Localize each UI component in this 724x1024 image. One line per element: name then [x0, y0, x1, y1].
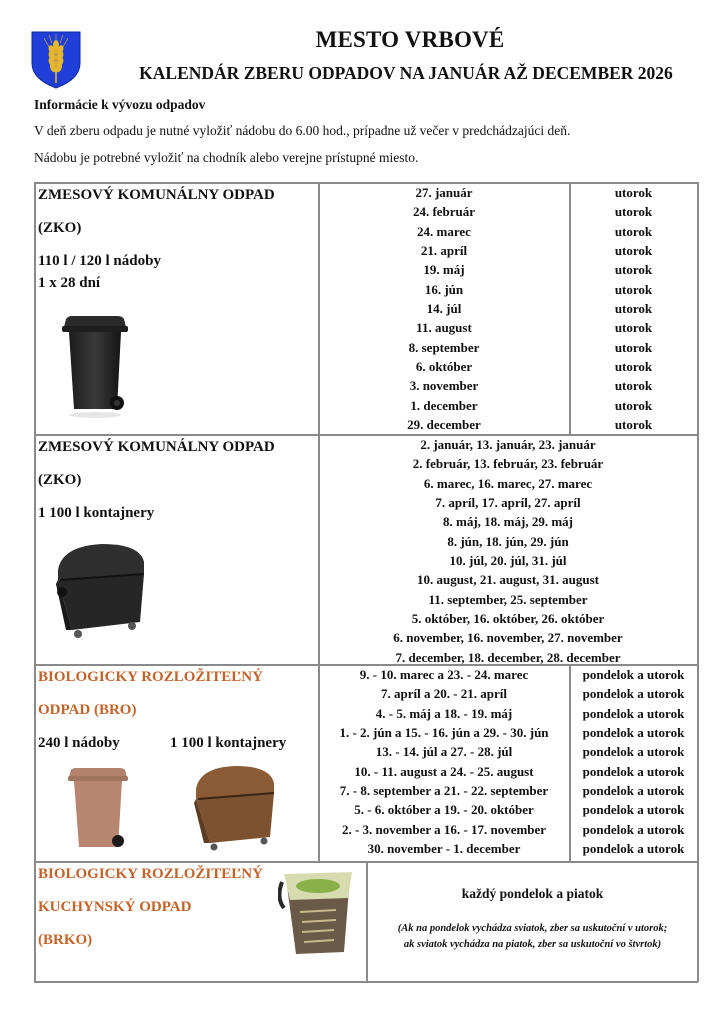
date-item: 13. - 14. júl a 27. - 28. júl — [375, 744, 513, 760]
day-item: utorok — [614, 262, 653, 278]
brko-note-line-2: ak sviatok vychádza na piatok, zber sa uskutoční vo štvrtok) — [403, 939, 662, 950]
date-item: 19. máj — [423, 262, 465, 278]
section-subtitle: KUCHYNSKÝ ODPAD — [38, 899, 192, 915]
day-item: utorok — [614, 243, 653, 259]
zko-container-dates — [319, 435, 697, 667]
brko-note-line-1: (Ak na pondelok vychádza sviatok, zber sa uskutoční v utorok; — [397, 923, 668, 934]
date-item: 21. apríl — [420, 243, 468, 259]
section-code: ODPAD (BRO) — [38, 702, 137, 718]
day-item: utorok — [614, 281, 653, 297]
date-item: 5. - 6. október a 19. - 20. október — [354, 802, 534, 818]
container-size: 1 100 l kontajnery — [38, 505, 155, 521]
page-title: MESTO VRBOVÉ — [315, 27, 505, 52]
date-item: 8. september — [408, 339, 480, 355]
brko-schedule-text: každý pondelok a piatok — [461, 886, 604, 901]
brown-1100l-container-icon — [192, 763, 278, 853]
date-item: 6. november, 16. november, 27. november — [393, 630, 623, 646]
date-item: 2. január, 13. január, 23. január — [420, 437, 596, 452]
info-line-2: Nádobu je potrebné vyložiť na chodník alebo verejne prístupné miesto. — [34, 150, 419, 165]
table-border-bottom — [34, 981, 698, 983]
table-border-left — [34, 182, 36, 982]
day-item: utorok — [614, 185, 653, 200]
date-item: 9. - 10. marec a 23. - 24. marec — [359, 667, 529, 682]
date-item: 8. jún, 18. jún, 29. jún — [447, 533, 569, 549]
section-title: ZMESOVÝ KOMUNÁLNY ODPAD — [38, 439, 275, 455]
date-item: 11. august — [416, 320, 472, 336]
zko-bin-days — [570, 183, 697, 434]
day-item: utorok — [614, 204, 653, 220]
section-code: (ZKO) — [38, 472, 82, 488]
date-item: 7. - 8. september a 21. - 22. september — [339, 783, 549, 799]
date-item: 6. október — [415, 359, 473, 375]
section-zko-containers — [38, 437, 318, 663]
brown-wheelie-bin-icon — [66, 767, 130, 853]
date-item: 24. marec — [417, 223, 471, 239]
bro-days — [570, 665, 697, 858]
section-code: (BRKO) — [38, 932, 93, 948]
section-title: ZMESOVÝ KOMUNÁLNY ODPAD — [38, 187, 275, 203]
date-item: 16. jún — [424, 281, 464, 297]
day-item: pondelok a utorok — [582, 783, 685, 799]
day-item: pondelok a utorok — [582, 744, 685, 760]
date-item: 2. - 3. november a 16. - 17. november — [341, 821, 547, 837]
day-item: pondelok a utorok — [582, 821, 685, 837]
day-item: pondelok a utorok — [582, 725, 685, 741]
date-item: 4. - 5. máj a 18. - 19. máj — [375, 705, 513, 721]
bro-dates — [319, 665, 569, 858]
date-item: 10. august, 21. august, 31. august — [416, 572, 600, 588]
day-item: pondelok a utorok — [582, 667, 685, 682]
container-size-1: 240 l nádoby — [38, 735, 120, 751]
date-item: 5. október, 16. október, 26. október — [411, 611, 605, 627]
date-item: 11. september, 25. september — [428, 591, 588, 607]
section-bro — [38, 667, 318, 860]
day-item: pondelok a utorok — [582, 763, 685, 779]
date-item: 7. apríl, 17. apríl, 27. apríl — [435, 495, 581, 511]
date-item: 30. november - 1. december — [367, 841, 521, 857]
black-1100l-container-icon — [52, 540, 152, 640]
date-item: 3. november — [409, 378, 479, 394]
table-border-right — [697, 182, 699, 982]
day-item: utorok — [614, 359, 653, 375]
info-line-1: V deň zberu odpadu je nutné vyložiť nádobu do 6.00 hod., prípadne už večer v predchádzajúci deň. — [34, 123, 571, 138]
day-item: pondelok a utorok — [582, 686, 685, 702]
section-title: BIOLOGICKY ROZLOŽITEĽNÝ — [38, 669, 263, 685]
day-item: pondelok a utorok — [582, 802, 685, 818]
day-item: utorok — [614, 378, 653, 394]
day-item: utorok — [614, 417, 653, 433]
section-title: BIOLOGICKY ROZLOŽITEĽNÝ — [38, 866, 263, 882]
day-item: utorok — [614, 320, 653, 336]
date-item: 10. - 11. august a 24. - 25. august — [354, 763, 534, 779]
day-item: utorok — [614, 301, 653, 317]
black-wheelie-bin-icon — [60, 315, 130, 421]
section-zko-bins — [38, 185, 318, 433]
date-item: 1. - 2. jún a 15. - 16. jún a 29. - 30. jún — [339, 725, 549, 741]
date-item: 27. január — [415, 185, 473, 200]
date-item: 6. marec, 16. marec, 27. marec — [423, 475, 593, 491]
date-item: 24. február — [412, 204, 476, 220]
section-code: (ZKO) — [38, 220, 82, 236]
date-item: 2. február, 13. február, 23. február — [412, 456, 604, 472]
collection-schedule-table — [34, 182, 698, 982]
container-size: 110 l / 120 l nádoby — [38, 253, 161, 269]
day-item: utorok — [614, 397, 653, 413]
day-item: utorok — [614, 223, 653, 239]
day-item: pondelok a utorok — [582, 841, 685, 857]
info-heading: Informácie k vývozu odpadov — [34, 97, 206, 112]
zko-bin-dates — [319, 183, 569, 434]
date-item: 8. máj, 18. máj, 29. máj — [443, 514, 573, 530]
date-item: 29. december — [407, 417, 481, 433]
wheat-shield-icon — [31, 31, 81, 89]
day-item: pondelok a utorok — [582, 705, 685, 721]
frequency: 1 x 28 dní — [38, 275, 101, 291]
day-item: utorok — [614, 339, 653, 355]
date-item: 7. december, 18. december, 28. december — [395, 649, 621, 665]
coat-of-arms-logo — [31, 31, 81, 89]
date-item: 10. júl, 20. júl, 31. júl — [449, 553, 567, 569]
date-item: 1. december — [410, 397, 478, 413]
container-size-2: 1 100 l kontajnery — [170, 735, 287, 751]
page-subtitle: KALENDÁR ZBERU ODPADOV NA JANUÁR AŽ DECEMBER 2026 — [139, 63, 673, 83]
date-item: 14. júl — [426, 301, 462, 317]
date-item: 7. apríl a 20. - 21. apríl — [380, 686, 508, 702]
section-brko — [38, 864, 366, 980]
kitchen-waste-basket-icon — [278, 868, 358, 958]
brko-schedule — [368, 864, 697, 980]
